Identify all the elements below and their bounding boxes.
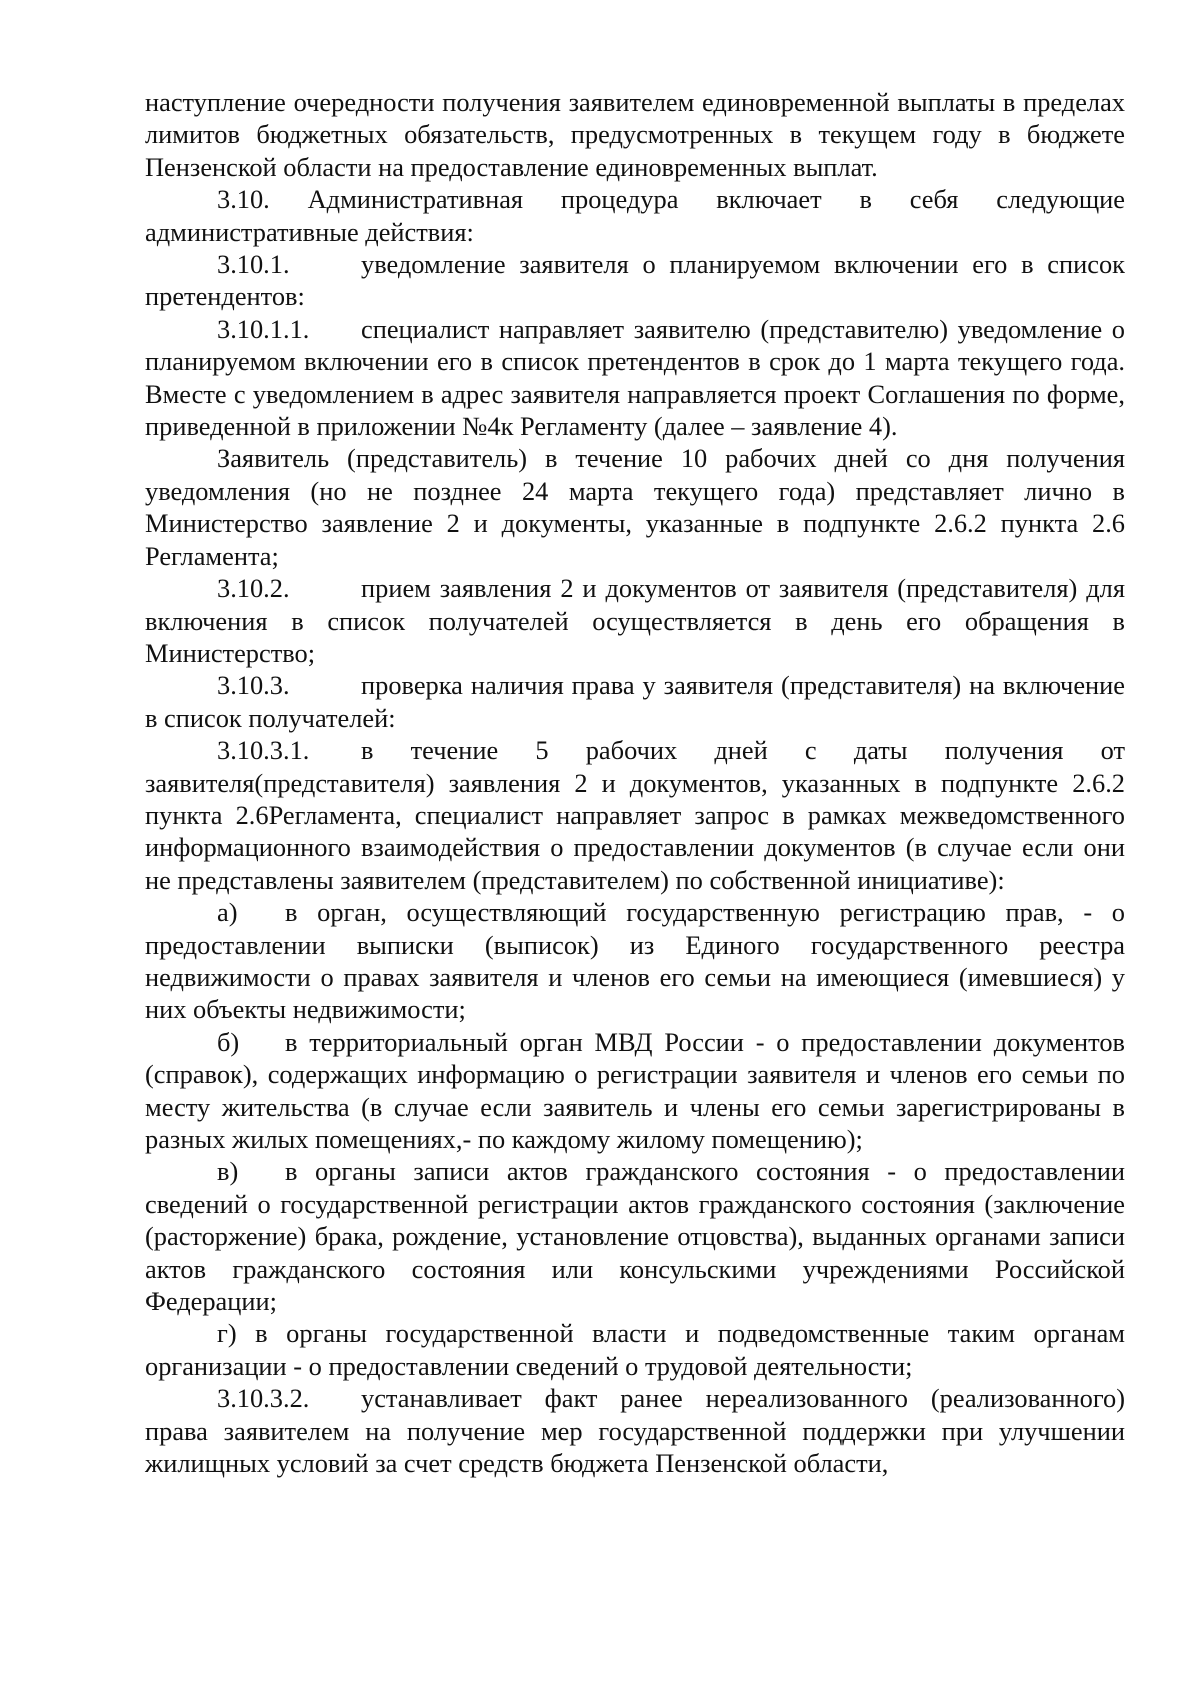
paragraph-item-g xyxy=(145,1317,1125,1382)
paragraph-text: в органы записи актов гражданского состояния - о предоставлении сведений о государственной регистрации актов гражданского состояния (заключение (расторжение) брака, рождение, установление отцовства), выданных органами записи актов гражданского состояния или консульскими учреждениями Российской Федерации; xyxy=(145,1156,1125,1317)
paragraph-item-a xyxy=(145,896,1125,1026)
clause-number: 3.10.3.2. xyxy=(217,1383,310,1414)
clause-number: 3.10.3.1. xyxy=(217,735,310,766)
item-letter: в) xyxy=(217,1156,239,1187)
clause-number: 3.10.1. xyxy=(217,249,290,280)
paragraph-text: 3.10. Административная процедура включает в себя следующие административные действия: xyxy=(145,184,1125,247)
paragraph-3-10-3-2 xyxy=(145,1382,1125,1479)
paragraph-text: в территориальный орган МВД России - о предоставлении документов (справок), содержащих информацию о регистрации заявителя и членов его семьи по месту жительства (в случае если заявитель и члены его семьи зарегистрированы в разных жилых помещениях,- по каждому жилому помещению); xyxy=(145,1026,1125,1154)
clause-number: 3.10.2. xyxy=(217,573,290,604)
paragraph-text: наступление очередности получения заявителем единовременной выплаты в пределах лимитов бюджетных обязательств, предусмотренных в текущем году в бюджете Пензенской области на предоставление единовременных выплат. xyxy=(145,87,1125,182)
paragraph-text: в орган, осуществляющий государственную регистрацию прав, - о предоставлении выписки (выписок) из Единого государственного реестра недвижимости о правах заявителя и членов его семьи на имеющиеся (имевшиеся) у них объекты недвижимости; xyxy=(145,897,1125,1025)
paragraph-text: устанавливает факт ранее нереализованного (реализованного) права заявителем на получение мер государственной поддержки при улучшении жилищных условий за счет средств бюджета Пензенской области, xyxy=(145,1383,1125,1479)
paragraph-3-10-1-1 xyxy=(145,313,1125,443)
paragraph-3-10 xyxy=(145,183,1125,248)
paragraph-text: в течение 5 рабочих дней с даты получения от заявителя(представителя) заявления 2 и документов, указанных в подпункте 2.6.2 пункта 2.6Регламента, специалист направляет запрос в рамках межведомственного информационного взаимодействия о предоставлении документов (в случае если они не представлены заявителем (представителем) по собственной инициативе): xyxy=(145,735,1125,895)
paragraph-text: специалист направляет заявителю (представителю) уведомление о планируемом включении его в список претендентов в срок до 1 марта текущего года. Вместе с уведомлением в адрес заявителя направляется проект Соглашения по форме, приведенной в приложении №4к Регламенту (далее – заявление 4). xyxy=(145,313,1125,442)
paragraph-text: прием заявления 2 и документов от заявителя (представителя) для включения в список получателей осуществляется в день его обращения в Министерство; xyxy=(145,573,1125,668)
item-letter: а) xyxy=(217,897,238,928)
paragraph-applicant xyxy=(145,442,1125,572)
paragraph-3-10-1 xyxy=(145,248,1125,313)
document-page xyxy=(145,86,1125,1479)
paragraph-text: Заявитель (представитель) в течение 10 рабочих дней со дня получения уведомления (но не позднее 24 марта текущего года) представляет лично в Министерство заявление 2 и документы, указанные в подпункте 2.6.2 пункта 2.6 Регламента; xyxy=(145,443,1125,571)
clause-number: 3.10.3. xyxy=(217,670,290,701)
paragraph-text: проверка наличия права у заявителя (представителя) на включение в список получателей: xyxy=(145,670,1125,733)
paragraph-item-v xyxy=(145,1155,1125,1317)
paragraph-text: г) в органы государственной власти и подведомственные таким органам организации - о предоставлении сведений о трудовой деятельности; xyxy=(145,1318,1125,1381)
clause-number: 3.10.1.1. xyxy=(217,313,310,344)
paragraph-3-10-2 xyxy=(145,572,1125,669)
paragraph-intro-continuation xyxy=(145,86,1125,183)
paragraph-3-10-3-1 xyxy=(145,734,1125,896)
paragraph-text: уведомление заявителя о планируемом включении его в список претендентов: xyxy=(145,249,1125,312)
paragraph-item-b xyxy=(145,1026,1125,1156)
paragraph-3-10-3 xyxy=(145,669,1125,734)
item-letter: б) xyxy=(217,1026,240,1057)
